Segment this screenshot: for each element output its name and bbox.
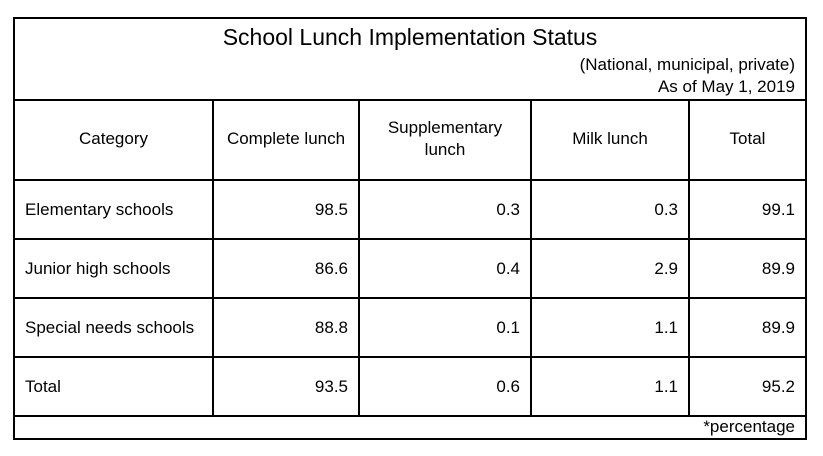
table-row [15, 239, 805, 298]
table-cell: 2.9 [531, 239, 689, 298]
table-cell: 99.1 [689, 180, 805, 239]
row-label: Junior high schools [15, 239, 213, 298]
table-cell: 95.2 [689, 357, 805, 416]
table-cell: 86.6 [213, 239, 359, 298]
row-label: Total [15, 357, 213, 416]
column-header: Supplementary lunch [359, 99, 531, 180]
table-cell: 98.5 [213, 180, 359, 239]
table-cell: 0.3 [531, 180, 689, 239]
table-cell: 0.3 [359, 180, 531, 239]
table-cell: 88.8 [213, 298, 359, 357]
table-subtitle: (National, municipal, private) [579, 55, 795, 74]
column-header: Category [15, 99, 213, 180]
table-row [15, 298, 805, 357]
as-of-date: As of May 1, 2019 [657, 77, 795, 96]
column-header: Complete lunch [213, 99, 359, 180]
column-header: Total [689, 99, 805, 180]
row-label: Elementary schools [15, 180, 213, 239]
title-block [15, 19, 805, 101]
table-title: School Lunch Implementation Status [222, 24, 598, 50]
table-cell: 1.1 [531, 298, 689, 357]
table-cell: 89.9 [689, 239, 805, 298]
table-cell: 93.5 [213, 357, 359, 416]
table-cell: 89.9 [689, 298, 805, 357]
table-cell: 0.4 [359, 239, 531, 298]
data-table [15, 99, 805, 417]
table-cell: 1.1 [531, 357, 689, 416]
column-header: Milk lunch [531, 99, 689, 180]
table-frame [13, 17, 807, 440]
footnote: *percentage [703, 417, 795, 436]
table-cell: 0.1 [359, 298, 531, 357]
table-cell: 0.6 [359, 357, 531, 416]
table-row [15, 180, 805, 239]
header-row [15, 99, 805, 180]
table-row [15, 357, 805, 416]
row-label: Special needs schools [15, 298, 213, 357]
